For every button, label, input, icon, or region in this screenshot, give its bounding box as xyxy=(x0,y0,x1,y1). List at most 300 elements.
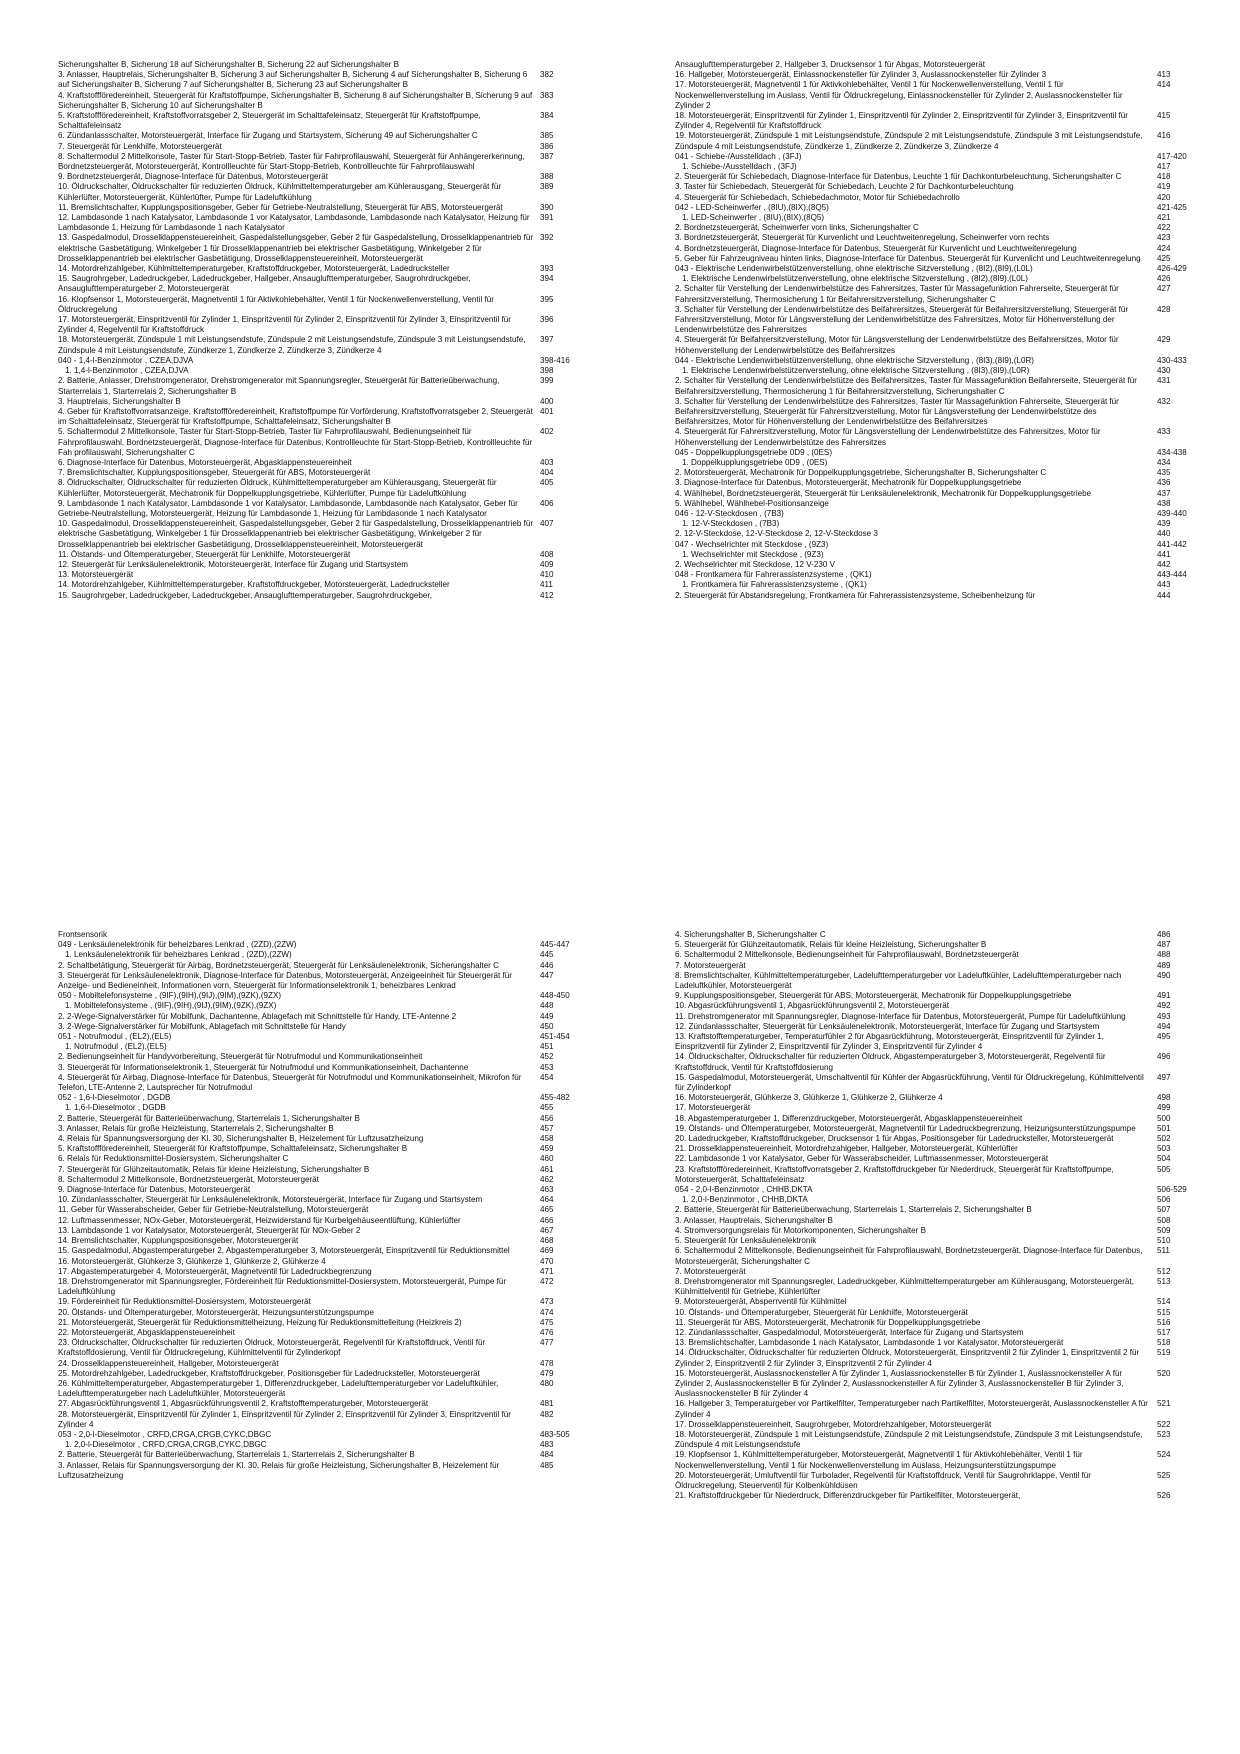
index-entry-row xyxy=(58,550,598,560)
entry-title: 5. Kraftstoffföredereinheit, Kraftstoffvorratsgeber 2, Steuergerät im Schalttafeleinsatz, Steuergerät für Kraftstoffpumpe, Schalttafeleinsatz xyxy=(58,111,481,131)
entry-page-number: 496 xyxy=(1157,1052,1171,1062)
index-entry-row xyxy=(58,1052,598,1062)
index-entry-row xyxy=(675,1297,1215,1307)
entry-page-number: 508 xyxy=(1157,1215,1171,1225)
entry-title: 4. Geber für Kraftstoffvorratsanzeige, Kraftstoffföredereinheit, Kraftstoffpumpe für Vorförderung, Kraftstoffvorratsgeber 2, Steuergerät im Schalttafeleinsatz, Steuergerät für Kraftstoffpumpe, Schalttafeleinsatz, Sicherungshalter B xyxy=(58,406,533,427)
index-entry-row xyxy=(58,1359,598,1369)
entry-page-number: 429 xyxy=(1157,335,1171,345)
index-entry-row xyxy=(58,519,598,550)
index-entry-row xyxy=(675,274,1215,284)
entry-page-number: 474 xyxy=(540,1307,554,1317)
index-entry-row xyxy=(58,131,598,141)
entry-title: 3. Steuergerät für Lenksäulenelektronik, Diagnose-Interface für Datenbus, Motorsteuergerät, Anzeigeeinheit für Steuergerät für Anzeige- und Bedieneinheit, Informationen vorn, Steuergerät für Informationselektronik 1, beheizbares Lenkrad xyxy=(58,970,512,991)
index-entry-row xyxy=(58,1246,598,1256)
entry-page-number: 430 xyxy=(1157,366,1171,376)
entry-title: 11. Steuergerät für ABS, Motorsteuergerät, Mechatronik für Doppelkupplungsgetriebe xyxy=(675,1317,981,1327)
entry-title: 5. Steuergerät für Glühzeitautomatik, Relais für kleine Heizleistung, Sicherungshalter B xyxy=(675,940,987,950)
index-entry-row xyxy=(58,1267,598,1277)
index-entry-row xyxy=(675,182,1215,192)
entry-title: 17. Motorsteuergerät xyxy=(675,1103,751,1113)
index-entry-row xyxy=(675,131,1215,151)
entry-title: 9. Bordnetzsteuergerät, Diagnose-Interface für Datenbus, Motorsteuergerät xyxy=(58,172,328,182)
entry-title: 1. LED-Scheinwerfer , (8IU),(8IX),(8Q5) xyxy=(682,213,825,223)
entry-page-number: 518 xyxy=(1157,1338,1171,1348)
index-entry-row xyxy=(675,468,1215,478)
index-entry-row xyxy=(675,529,1215,539)
index-entry-row xyxy=(675,1103,1215,1113)
entry-page-number: 438 xyxy=(1157,498,1171,508)
index-entry-row xyxy=(58,1369,598,1379)
entry-page-number: 492 xyxy=(1157,1001,1171,1011)
entry-page-number: 427 xyxy=(1157,284,1171,294)
index-entry-row xyxy=(675,335,1215,355)
index-entry-row xyxy=(675,930,1215,940)
entry-title: 040 - 1,4-l-Benzinmotor , CZEA,DJVA xyxy=(58,355,194,365)
entry-title: 5. Kraftstoffföredereinheit, Steuergerät für Kraftstoffpumpe, Schalttafeleinsatz, Sicherungshalter B xyxy=(58,1144,408,1154)
entry-page-number: 425 xyxy=(1157,253,1171,263)
index-entry-row xyxy=(58,1001,598,1011)
index-entry-row xyxy=(58,570,598,580)
index-entry-row xyxy=(675,193,1215,203)
entry-page-number: 516 xyxy=(1157,1317,1171,1327)
entry-title: 3. Anlasser, Relais für große Heizleistung, Starterrelais 2, Sicherungshalter B xyxy=(58,1123,334,1133)
entry-page-number: 426-429 xyxy=(1157,264,1187,274)
entry-page-number: 384 xyxy=(540,111,554,121)
entry-title: 3. Hauptrelais, Sicherungshalter B xyxy=(58,396,181,406)
index-entry-row xyxy=(675,233,1215,243)
entry-title: 16. Hallgeber, Motorsteuergerät, Einlassnockensteller für Zylinder 3, Auslassnockensteller für Zylinder 3 xyxy=(675,70,1047,80)
entry-page-number: 413 xyxy=(1157,70,1171,80)
index-entry-row xyxy=(675,1369,1215,1400)
index-entry-row xyxy=(58,182,598,202)
entry-page-number: 506 xyxy=(1157,1195,1171,1205)
index-entry-row xyxy=(58,397,598,407)
index-entry-row xyxy=(58,1073,598,1093)
index-entry-row xyxy=(675,1032,1215,1052)
index-entry-row xyxy=(58,274,598,294)
entry-title: 5. Geber für Fahrzeugniveau hinten links, Diagnose-Interface für Datenbus, Steuergerät für Kurvenlicht und Leuchtweitenregelung xyxy=(675,253,1141,263)
entry-page-number: 491 xyxy=(1157,991,1171,1001)
entry-page-number: 458 xyxy=(540,1134,554,1144)
entry-page-number: 432 xyxy=(1157,396,1171,406)
entry-title: 9. Diagnose-Interface für Datenbus, Motorsteuergerät xyxy=(58,1185,251,1195)
index-entry-row xyxy=(58,1236,598,1246)
entry-title: 10. Gaspedalmodul, Drosselklappensteuereinheit, Gaspedalstellungsgeber, Geber 2 für Gaspedalstellung, Drosselklappenantrieb für elektrische Gasbetätigung, Winkelgeber 1 für Drosselklappenantrieb bei elektrischer Gasbetätigung, Winkelgeber 2 für Drosselklappenantrieb bei elektrischer Gasbetätigung, Drosselklappensteuereinheit, Motorsteuergerät xyxy=(58,519,534,549)
entry-title: 1. Elektrische Lendenwirbelstützenverstellung, ohne elektrische Sitzverstellung , (8I2),(8I9),(L0L) xyxy=(682,274,1028,284)
entry-title: 043 - Elektrische Lendenwirbelstützenverstellung, ohne elektrische Sitzverstellung , (8I2),(8I9),(L0L) xyxy=(675,264,1033,274)
entry-title: 22. Lambdasonde 1 vor Katalysator, Geber für Wasserabscheider, Luftmassenmesser, Motorsteuergerät xyxy=(675,1154,1049,1164)
entry-page-number: 471 xyxy=(540,1266,554,1276)
entry-page-number: 461 xyxy=(540,1164,554,1174)
entry-page-number: 520 xyxy=(1157,1368,1171,1378)
index-entry-row xyxy=(58,376,598,396)
entry-title: 10. Ölstands- und Öltemperaturgeber, Steuergerät für Lenkhilfe, Motorsteuergerät xyxy=(675,1307,968,1317)
entry-page-number: 397 xyxy=(540,335,554,345)
entry-page-number: 453 xyxy=(540,1062,554,1072)
entry-title: 13. Bremslichtschalter, Lambdasonde 1 nach Katalysator, Lambdasonde 1 vor Katalysator, Motorsteuergerät xyxy=(675,1338,1064,1348)
index-entry-row xyxy=(675,284,1215,304)
entry-title: 3. Diagnose-Interface für Datenbus, Motorsteuergerät, Mechatronik für Doppelkupplungsgetriebe xyxy=(675,478,1022,488)
entry-title: 1. Elektrische Lendenwirbelstützenverstellung, ohne elektrische Sitzverstellung , (8I3),(8I9),(L0R) xyxy=(682,366,1030,376)
entry-title: 15. Gaspedalmodul, Motorsteuergerät, Umschaltventil für Kühler der Abgasrückführung, Ventil für Öldruckregelung, Kühlmittelventil für Zylinderkopf xyxy=(675,1072,1144,1093)
index-entry-row xyxy=(58,1399,598,1409)
entry-page-number: 457 xyxy=(540,1123,554,1133)
entry-title: 4. Wählhebel, Bordnetzsteuergerät, Steuergerät für Lenksäulenelektronik, Mechatronik für Doppelkupplungsgetriebe xyxy=(675,488,1092,498)
entry-title: 10. Zündanlassschalter, Steuergerät für Lenksäulenelektronik, Motorsteuergerät, Interface für Zugang und Startsystem xyxy=(58,1195,483,1205)
entry-title: 2. Batterie, Anlasser, Drehstromgenerator, Drehstromgenerator mit Spannungsregler, Steuergerät für Batterieüberwachung, Starterrelais 1, Starterrelais 2, Sicherungshalter B xyxy=(58,376,500,396)
entry-page-number: 514 xyxy=(1157,1297,1171,1307)
entry-title: 6. Relais für Reduktionsmittel-Dosiersystem, Sicherungshalter C xyxy=(58,1154,289,1164)
entry-title: 25. Motordrehzahlgeber, Ladedruckgeber, Kraftstoffdruckgeber, Positionsgeber für Ladedrucksteller, Motorsteuergerät xyxy=(58,1368,480,1378)
index-entry-row xyxy=(58,1063,598,1073)
entry-title: 7. Motorsteuergerät xyxy=(675,1266,746,1276)
entry-page-number: 472 xyxy=(540,1276,554,1286)
entry-page-number: 460 xyxy=(540,1154,554,1164)
index-entry-row xyxy=(675,1134,1215,1144)
index-entry-row xyxy=(58,1308,598,1318)
entry-page-number: 497 xyxy=(1157,1072,1171,1082)
index-entry-row xyxy=(675,991,1215,1001)
index-entry-row xyxy=(58,1134,598,1144)
entry-page-number: 401 xyxy=(540,406,554,416)
entry-title: 8. Bremslichtschalter, Kühlmitteltemperaturgeber, Ladelufttemperaturgeber vor Ladeluftkühler, Ladelufttemperaturgeber nach Ladeluftkühler, Motorsteuergerät xyxy=(675,970,1122,991)
entry-title: 17. Abgastemperaturgeber 4, Motorsteuergerät, Magnetventil für Ladedruckbegrenzung xyxy=(58,1266,372,1276)
index-entry-row xyxy=(675,1471,1215,1491)
entry-title: 11. Geber für Wasserabscheider, Geber für Getriebe-Neutralstellung, Motorsteuergerät xyxy=(58,1205,369,1215)
entry-page-number: 521 xyxy=(1157,1399,1171,1409)
entry-page-number: 477 xyxy=(540,1338,554,1348)
entry-title: 14. Öldruckschalter, Öldruckschalter für reduzierten Öldruck, Motorsteuergerät, Einspritzventil 2 für Zylinder 1, Einspritzventil 2 für Zylinder 2, Einspritzventil 2 für Zylinder 3, Einspritzventil 2 für Zylinder 4 xyxy=(675,1348,1140,1368)
index-entry-row xyxy=(675,111,1215,131)
entry-title: 3. Schalter für Verstellung der Lendenwirbelstütze des Fahrersitzes, Taster für Massagefunktion Fahrerseite, Steuergerät für Beifahrersitzverstellung, Steuergerät für Fahrersitzverstellung, Motor für Längsverstellung der Lendenwirbelstütze des Beifahrersitzes, Motor für Höhenverstellung der Lendenwirbelstütze des Beifahrersitzes xyxy=(675,396,1119,427)
entry-page-number: 507 xyxy=(1157,1205,1171,1215)
entry-page-number: 459 xyxy=(540,1144,554,1154)
index-entry-row xyxy=(58,1175,598,1185)
entry-title: 2. Motorsteuergerät, Mechatronik für Doppelkupplungsgetriebe, Sicherungshalter B, Sicherungshalter C xyxy=(675,468,1047,478)
entry-title: 2. 12-V-Steckdose, 12-V-Steckdose 2, 12-V-Steckdose 3 xyxy=(675,529,878,539)
entry-title: 10. Abgasrückführungsventil 1, Abgasrückführungsventil 2, Motorsteuergerät xyxy=(675,1001,949,1011)
entry-page-number: 483-505 xyxy=(540,1429,570,1439)
index-entry-row xyxy=(675,1236,1215,1246)
entry-page-number: 509 xyxy=(1157,1225,1171,1235)
entry-title: 5. Wählhebel, Wählhebel-Positionsanzeige xyxy=(675,498,829,508)
index-entry-row xyxy=(58,407,598,427)
index-entry-row xyxy=(58,1114,598,1124)
entry-page-number: 433 xyxy=(1157,427,1171,437)
index-entry-row xyxy=(675,560,1215,570)
entry-page-number: 414 xyxy=(1157,80,1171,90)
entry-title: 3. Steuergerät für Informationselektronik 1, Steuergerät für Notrufmodul und Kommunikationseinheit, Dachantenne xyxy=(58,1062,469,1072)
entry-title: 11. Ölstands- und Öltemperaturgeber, Steuergerät für Lenkhilfe, Motorsteuergerät xyxy=(58,549,351,559)
index-entry-row xyxy=(58,468,598,478)
index-entry-row xyxy=(675,305,1215,336)
entry-title: 7. Steuergerät für Glühzeitautomatik, Relais für kleine Heizleistung, Sicherungshalter B xyxy=(58,1164,370,1174)
index-entry-row xyxy=(58,60,598,70)
index-entry-row xyxy=(675,950,1215,960)
entry-page-number: 475 xyxy=(540,1317,554,1327)
entry-page-number: 417 xyxy=(1157,162,1171,172)
entry-page-number: 486 xyxy=(1157,930,1171,939)
entry-title: 8. Drehstromgenerator mit Spannungsregler, Ladedruckgeber, Kühlmitteltemperaturgeber am Kühlerausgang, Motorsteuergerät, Kühlmittelventil für Getriebe, Kühlerlüfter xyxy=(675,1276,1134,1297)
entry-title: 2. Schalter für Verstellung der Lendenwirbelstütze des Beifahrersitzes, Taster für Massagefunktion Beifahrerseite, Steuergerät für Beifahrersitzverstellung, Thermosicherung 1 für Beifahrersitzverstellung, Sicherungshalter C xyxy=(675,376,1137,396)
index-entry-row xyxy=(58,1379,598,1399)
entry-title: 1. Wechselrichter mit Steckdose , (9Z3) xyxy=(682,549,824,559)
index-entry-row xyxy=(58,427,598,458)
entry-title: 12. Lambdasonde 1 nach Katalysator, Lambdasonde 1 vor Katalysator, Lambdasonde, Lambdasonde nach Katalysator, Heizung für Lambdasonde 1, Heizung für Lambdasonde 1 nach Katalysator xyxy=(58,213,530,233)
index-entry-row xyxy=(675,1328,1215,1338)
entry-title: 24. Drosselklappensteuereinheit, Hallgeber, Motorsteuergerät xyxy=(58,1358,279,1368)
entry-page-number: 426 xyxy=(1157,274,1171,284)
index-entry-row xyxy=(675,376,1215,396)
index-entry-row xyxy=(58,1022,598,1032)
index-entry-row xyxy=(58,1103,598,1113)
index-entry-row xyxy=(58,1216,598,1226)
entry-page-number: 499 xyxy=(1157,1103,1171,1113)
entry-title: 18. Abgastemperaturgeber 1, Differenzdruckgeber, Motorsteuergerät, Abgasklappensteuereinheit xyxy=(675,1113,1023,1123)
index-entry-row xyxy=(58,580,598,590)
entry-page-number: 485 xyxy=(540,1460,554,1470)
entry-title: 053 - 2,0-l-Dieselmotor , CRFD,CRGA,CRGB,CYKC,DBGC xyxy=(58,1429,272,1439)
entry-title: 15. Saugrohrgeber, Ladedruckgeber, Ladedruckgeber, Ansauglufttemperaturgeber, Saugrohrdruckgeber, xyxy=(58,590,432,600)
index-entry-row xyxy=(675,366,1215,376)
index-entry-row xyxy=(675,1114,1215,1124)
entry-title: 16. Klopfsensor 1, Motorsteuergerät, Magnetventil 1 für Aktivkohlebehälter, Ventil 1 für Nockenwellenverstellung, Ventil für Öldruckregelung xyxy=(58,294,494,314)
entry-page-number: 483 xyxy=(540,1440,554,1450)
entry-page-number: 452 xyxy=(540,1052,554,1062)
entry-page-number: 466 xyxy=(540,1215,554,1225)
index-entry-row xyxy=(675,244,1215,254)
index-entry-row xyxy=(675,1195,1215,1205)
entry-title: 041 - Schiebe-/Ausstelldach , (3FJ) xyxy=(675,151,802,161)
entry-title: 4. Bordnetzsteuergerät, Diagnose-Interface für Datenbus, Steuergerät für Kurvenlicht und Leuchtweitenregelung xyxy=(675,243,1077,253)
entry-page-number: 393 xyxy=(540,264,554,274)
entry-title: 23. Öldruckschalter, Öldruckschalter für reduzierten Öldruck, Motorsteuergerät, Regelventil für Kraftstoffdruck, Ventil für Kraftstoffdosierung, Ventil für Öldruckregelung, Kühlmittelventil für Zylinderkopf xyxy=(58,1338,486,1358)
entry-title: 10. Öldruckschalter, Öldruckschalter für reduzierten Öldruck, Kühlmitteltemperaturgeber am Kühlerausgang, Steuergerät für Kühlerlüfter, Motorsteuergerät, Kühlerlüfter, Pumpe für Ladeluftkühlung xyxy=(58,182,502,202)
entry-page-number: 448-450 xyxy=(540,991,570,1001)
entry-page-number: 444 xyxy=(1157,590,1171,600)
entry-title: Ansauglufttemperaturgeber 2, Hallgeber 3, Drucksensor 1 für Abgas, Motorsteuergerät xyxy=(675,60,985,69)
section-heading-row xyxy=(58,1430,598,1440)
entry-page-number: 402 xyxy=(540,427,554,437)
index-entry-row xyxy=(675,1144,1215,1154)
index-entry-row xyxy=(58,111,598,131)
entry-title: 19. Klopfsensor 1, Kühlmitteltemperaturgeber, Motorsteuergerät, Magnetventil 1 für Aktivkohlebehälter, Ventil 1 für Nockenwellenverstellung, Ventil 1 für Nockenwellenverstellung im Auslass, Heizungsunterstützungspumpe xyxy=(675,1450,1083,1470)
index-entry-row xyxy=(675,254,1215,264)
entry-title: 4. Relais für Spannungsversorgung der Kl. 30, Sicherungshalter B, Heizelement für Luftzusatzheizung xyxy=(58,1134,424,1144)
entry-title: 6. Schaltermodul 2 Mittelkonsole, Bedienungseinheit für Fahrprofilauswahl, Bordnetzsteuergerät xyxy=(675,950,1019,960)
index-entry-row xyxy=(675,60,1215,70)
entry-title: 4. Stromversorgungsrelais für Motorkomponenten, Sicherungshalter B xyxy=(675,1225,927,1235)
entry-page-number: 388 xyxy=(540,172,554,182)
entry-page-number: 513 xyxy=(1157,1276,1171,1286)
index-entry-row xyxy=(58,1144,598,1154)
entry-page-number: 482 xyxy=(540,1409,554,1419)
entry-title: 2. Bordnetzsteuergerät, Scheinwerfer vorn links, Sicherungshalter C xyxy=(675,223,919,233)
index-entry-row xyxy=(675,940,1215,950)
entry-page-number: 504 xyxy=(1157,1154,1171,1164)
entry-title: 22. Motorsteuergerät, Abgasklappensteuereinheit xyxy=(58,1327,235,1337)
entry-page-number: 526 xyxy=(1157,1491,1171,1501)
entry-title: 3. Anlasser, Hauptrelais, Sicherungshalter B, Sicherung 3 auf Sicherungshalter B, Sicherung 4 auf Sicherungshalter B, Sicherung 6 auf Sicherungshalter B, Sicherung 7 auf Sicherungshalter B, Sicherung 23 auf Sicherungshalter B xyxy=(58,70,528,90)
index-entry-row xyxy=(675,1318,1215,1328)
index-entry-row xyxy=(675,213,1215,223)
entry-title: 047 - Wechselrichter mit Steckdose , (9Z3) xyxy=(675,539,829,549)
entry-title: 1. 12-V-Steckdosen , (7B3) xyxy=(682,519,780,529)
index-entry-row xyxy=(58,1042,598,1052)
entry-title: 4. Kraftstoffföredereinheit, Steuergerät für Kraftstoffpumpe, Sicherungshalter B, Sicherung 8 auf Sicherungshalter B, Sicherung 9 auf Sicherungshalter B, Sicherung 10 auf Sicherungshalter B xyxy=(58,90,533,110)
entry-title: 14. Motordrehzahlgeber, Kühlmitteltemperaturgeber, Kraftstoffdruckgeber, Motorsteuergerät, Ladedrucksteller xyxy=(58,264,450,274)
entry-page-number: 449 xyxy=(540,1011,554,1021)
entry-page-number: 421-425 xyxy=(1157,202,1187,212)
entry-page-number: 502 xyxy=(1157,1134,1171,1144)
index-entry-row xyxy=(675,80,1215,111)
index-entry-row xyxy=(675,458,1215,468)
entry-title: 4. Steuergerät für Beifahrersitzverstellung, Motor für Längsverstellung der Lendenwirbelstütze des Beifahrersitzes, Motor für Höhenverstellung der Lendenwirbelstütze des Beifahrersitzes xyxy=(675,335,1119,355)
entry-title: 045 - Doppelkupplungsgetriebe 0D9 , (0ES) xyxy=(675,447,833,457)
index-entry-row xyxy=(58,91,598,111)
index-entry-row xyxy=(58,264,598,274)
entry-title: 1. Schiebe-/Ausstelldach , (3FJ) xyxy=(682,162,797,172)
entry-title: 2. Wechselrichter mit Steckdose, 12 V-230 V xyxy=(675,559,836,569)
index-entry-row xyxy=(675,1308,1215,1318)
entry-title: 054 - 2,0-l-Benzinmotor , CHHB,DKTA xyxy=(675,1185,813,1195)
index-entry-row xyxy=(58,335,598,355)
index-entry-row xyxy=(675,499,1215,509)
index-entry-row xyxy=(675,1338,1215,1348)
entry-page-number: 443 xyxy=(1157,580,1171,590)
entry-page-number: 392 xyxy=(540,233,554,243)
index-entry-row xyxy=(58,971,598,991)
entry-title: 11. Bremslichtschalter, Kupplungspositionsgeber, Geber für Getriebe-Neutralstellung, Steuergerät für ABS, Motorsteuergerät xyxy=(58,202,503,212)
entry-title: 1. Notrufmodul , (EL2),(EL5) xyxy=(65,1042,167,1052)
index-entry-row xyxy=(58,1461,598,1481)
entry-page-number: 442 xyxy=(1157,559,1171,569)
entry-title: 20. Motorsteuergerät, Umluftventil für Turbolader, Regelventil für Kraftstoffdruck, Ventil für Saugrohrklappe, Ventil für Öldruckregelung, Steuerventil für Kolbenkühldüsen xyxy=(675,1470,1091,1490)
entry-page-number: 409 xyxy=(540,559,554,569)
entry-title: 1. 1,4-l-Benzinmotor , CZEA,DJVA xyxy=(65,366,189,376)
section-heading-row xyxy=(675,264,1215,274)
entry-title: 1. 2,0-l-Benzinmotor , CHHB,DKTA xyxy=(682,1195,808,1205)
entry-page-number: 389 xyxy=(540,182,554,192)
entry-page-number: 468 xyxy=(540,1236,554,1246)
entry-title: 2. Batterie, Steuergerät für Batterieüberwachung, Starterrelais 1, Starterrelais 2, Sicherungshalter B xyxy=(675,1205,1032,1215)
entry-page-number: 440 xyxy=(1157,529,1171,539)
section-heading-row xyxy=(58,991,598,1001)
entry-page-number: 434-438 xyxy=(1157,447,1187,457)
entry-title: 19. Motorsteuergerät, Zündspule 1 mit Leistungsendstufe, Zündspule 2 mit Leistungsendstufe, Zündspule 3 mit Leistungsendstufe, Zündspule 4 mit Leistungsendstufe, Zündkerze 1, Zündkerze 2, Zündkerze 3, Zündkerze 4 xyxy=(675,131,1143,151)
entry-title: 14. Öldruckschalter, Öldruckschalter für reduzierten Öldruck, Abgastemperaturgeber 3, Motorsteuergerät, Regelventil für Kraftstoffdruck, Ventil für Kraftstoffdosierung xyxy=(675,1052,1106,1072)
entry-title: 6. Diagnose-Interface für Datenbus, Motorsteuergerät, Abgasklappensteuereinheit xyxy=(58,457,352,467)
entry-page-number: 436 xyxy=(1157,478,1171,488)
entry-page-number: 435 xyxy=(1157,468,1171,478)
entry-page-number: 403 xyxy=(540,457,554,467)
entry-page-number: 398 xyxy=(540,366,554,376)
entry-page-number: 464 xyxy=(540,1195,554,1205)
index-entry-row xyxy=(58,1257,598,1267)
entry-title: 2. Bedienungseinheit für Handyvorbereitung, Steuergerät für Notrufmodul und Kommunikationseinheit xyxy=(58,1052,423,1062)
entry-page-number: 481 xyxy=(540,1399,554,1409)
entry-title: 3. 2-Wege-Signalverstärker für Mobilfunk, Ablagefach mit Schnittstelle für Handy xyxy=(58,1021,346,1031)
entry-title: 13. Lambdasonde 1 vor Katalysator, Motorsteuergerät, Steuergerät für NOx-Geber 2 xyxy=(58,1225,361,1235)
entry-page-number: 441 xyxy=(1157,549,1171,559)
index-entry-row xyxy=(58,1124,598,1134)
entry-page-number: 383 xyxy=(540,90,554,100)
entry-title: 7. Steuergerät für Lenkhilfe, Motorsteuergerät xyxy=(58,141,222,151)
index-entry-row xyxy=(58,295,598,315)
entry-title: 1. 1,6-l-Dieselmotor , DGDB xyxy=(65,1103,166,1113)
index-entry-row xyxy=(675,1226,1215,1236)
entry-page-number: 422 xyxy=(1157,223,1171,233)
entry-page-number: 454 xyxy=(540,1072,554,1082)
entry-title: 28. Motorsteuergerät, Einspritzventil für Zylinder 1, Einspritzventil für Zylinder 2, Einspritzventil für Zylinder 3, Einspritzventil für Zylinder 4 xyxy=(58,1409,511,1429)
entry-title: 21. Kraftstoffdruckgeber für Niederdruck, Differenzdruckgeber für Partikelfilter, Motorsteuergerät, xyxy=(675,1491,1021,1501)
entry-page-number: 523 xyxy=(1157,1429,1171,1439)
entry-title: 3. Anlasser, Relais für Spannungsversorgung der Kl. 30, Relais für große Heizleistung, Sicherungshalter B, Heizelement für Luftzusatzheizung xyxy=(58,1460,500,1480)
entry-page-number: 391 xyxy=(540,213,554,223)
entry-title: 1. Lenksäulenelektronik für beheizbares Lenkrad , (2ZD),(2ZW) xyxy=(65,950,292,960)
index-entry-row xyxy=(58,1154,598,1164)
entry-page-number: 470 xyxy=(540,1256,554,1266)
entry-page-number: 495 xyxy=(1157,1032,1171,1042)
entry-title: 21. Motorsteuergerät, Steuergerät für Reduktionsmittelheizung, Heizung für Reduktionsmittelleitung (Heizkreis 2) xyxy=(58,1317,462,1327)
entry-title: 1. Mobiltelefonsysteme , (9IF),(9IH),(9IJ),(9IM),(9ZK),(9ZX) xyxy=(65,1001,277,1011)
index-entry-row xyxy=(58,1318,598,1328)
entry-title: 8. Schaltermodul 2 Mittelkonsole, Taster für Start-Stopp-Betrieb, Taster für Fahrprofilauswahl, Steuergerät für Anhängererkennung, Bordnetzsteuergerät, Motorsteuergerät, Kontrollleuchte für Start-Stopp-Betrieb, Kontrollleuchte für Fahrprofilauswahl xyxy=(58,151,525,172)
entry-page-number: 415 xyxy=(1157,111,1171,121)
entry-page-number: 420 xyxy=(1157,192,1171,202)
entry-page-number: 501 xyxy=(1157,1123,1171,1133)
index-entry-row xyxy=(675,1001,1215,1011)
entry-page-number: 400 xyxy=(540,396,554,406)
entry-title: 18. Motorsteuergerät, Zündspule 1 mit Leistungsendstufe, Zündspule 2 mit Leistungsendstufe, Zündspule 3 mit Leistungsendstufe, Zündspule 4 mit Leistungsendstufe xyxy=(675,1429,1143,1450)
entry-title: 12. Zündanlassschalter, Gaspedalmodul, Motorsteuergerät, Interface für Zugang und Startsystem xyxy=(675,1327,1024,1337)
entry-title: 18. Drehstromgenerator mit Spannungsregler, Fördereinheit für Reduktionsmittel-Dosiersystem, Motorsteuergerät, Pumpe für Ladeluftkühlung xyxy=(58,1276,507,1297)
entry-page-number: 500 xyxy=(1157,1113,1171,1123)
entry-title: 3. Taster für Schiebedach, Steuergerät für Schiebedach, Leuchte 2 für Dachkonturbeleuchtung xyxy=(675,182,1014,192)
entry-page-number: 448 xyxy=(540,1001,554,1011)
index-entry-row xyxy=(675,427,1215,447)
entry-page-number: 410 xyxy=(540,570,554,580)
entry-page-number: 387 xyxy=(540,151,554,161)
index-entry-row xyxy=(58,560,598,570)
entry-title: 23. Kraftstoffföredereinheit, Kraftstoffvorratsgeber 2, Kraftstoffdruckgeber für Niederdruck, Steuergerät für Kraftstoffpumpe, Motorsteuergerät, Schalttafeleinsatz xyxy=(675,1164,1114,1184)
index-entry-row xyxy=(58,1165,598,1175)
entry-title: 4. Steuergerät für Schiebedach, Schiebedachmotor, Motor für Schiebedachrollo xyxy=(675,192,960,202)
section-heading-row xyxy=(675,152,1215,162)
entry-page-number: 480 xyxy=(540,1378,554,1388)
index-entry-row xyxy=(675,1073,1215,1093)
index-entry-row xyxy=(58,458,598,468)
index-entry-row xyxy=(58,213,598,233)
entry-title: 9. Motorsteuergerät, Absperrventil für Kühlmittel xyxy=(675,1297,847,1307)
entry-page-number: 487 xyxy=(1157,940,1171,950)
entry-page-number: 490 xyxy=(1157,970,1171,980)
index-entry-row xyxy=(58,152,598,172)
index-entry-row xyxy=(58,591,598,601)
section-heading-row xyxy=(675,570,1215,580)
index-entry-row xyxy=(58,1297,598,1307)
index-entry-row xyxy=(675,172,1215,182)
entry-title: 050 - Mobiltelefonsysteme , (9IF),(9IH),(9IJ),(9IM),(9ZK),(9ZX) xyxy=(58,991,282,1001)
entry-page-number: 443-444 xyxy=(1157,570,1187,580)
index-entry-row xyxy=(675,961,1215,971)
entry-title: 5. Schaltermodul 2 Mittelkonsole, Taster für Start-Stopp-Betrieb, Taster für Fahrprofilauswahl, Bedienungseinheit für Fahrprofilauswahl, Bordnetzsteuergerät, Diagnose-Interface für Datenbus, Kontrollleuchte für Start-Stopp-Betrieb, Kontrollleuchte für Fah profilauswahl, Sicherungshalter C xyxy=(58,427,533,457)
section-heading-row xyxy=(58,1032,598,1042)
index-entry-row xyxy=(675,971,1215,991)
entry-title: 27. Abgasrückführungsventil 1, Abgasrückführungsventil 2, Kraftstofftemperaturgeber, Motorsteuergerät xyxy=(58,1399,429,1409)
entry-title: 13. Motorsteuergerät xyxy=(58,570,134,580)
entry-title: 049 - Lenksäulenelektronik für beheizbares Lenkrad , (2ZD),(2ZW) xyxy=(58,940,297,950)
